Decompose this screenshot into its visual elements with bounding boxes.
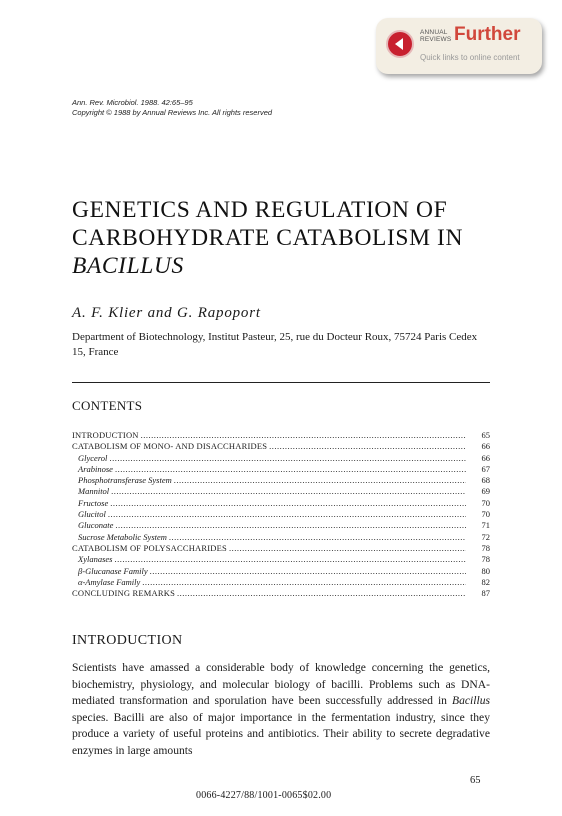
toc-entry-page: 71 bbox=[481, 520, 490, 531]
toc-entry-label: CATABOLISM OF MONO- AND DISACCHARIDES bbox=[72, 441, 268, 452]
citation-line-1: Ann. Rev. Microbiol. 1988. 42:65–95 bbox=[72, 98, 193, 107]
toc-entry[interactable] bbox=[72, 464, 490, 475]
toc-entry-label: Gluconate bbox=[78, 520, 114, 531]
intro-text-part-2: species. Bacilli are also of major importance in the fermentation industry, since they produce a variety of useful proteins and antibiotics. Their ability to secrete degradative enzymes in large amounts bbox=[72, 710, 490, 757]
toc-entry[interactable] bbox=[72, 486, 490, 497]
back-arrow-icon bbox=[386, 30, 414, 58]
toc-entry[interactable] bbox=[72, 441, 490, 452]
page-number: 65 bbox=[470, 775, 481, 786]
toc-entry-label: Phosphotransferase System bbox=[78, 475, 172, 486]
contents-heading: CONTENTS bbox=[72, 398, 143, 413]
toc-leader-dots bbox=[111, 486, 466, 497]
title-line-1: GENETICS AND REGULATION OF bbox=[72, 197, 448, 223]
toc-entry-page: 72 bbox=[481, 531, 490, 542]
annual-reviews-further-badge[interactable] bbox=[376, 18, 542, 74]
toc-entry-label: Glycerol bbox=[78, 452, 108, 463]
toc-entry-label: Xylanases bbox=[78, 554, 113, 565]
introduction-paragraph bbox=[72, 660, 490, 760]
toc-entry-page: 78 bbox=[481, 554, 490, 565]
toc-entry-label: Glucitol bbox=[78, 509, 106, 520]
toc-entry[interactable] bbox=[72, 554, 490, 565]
journal-citation bbox=[72, 98, 272, 118]
authors: A. F. Klier and G. Rapoport bbox=[72, 305, 261, 321]
toc-entry[interactable] bbox=[72, 475, 490, 486]
toc-entry[interactable] bbox=[72, 566, 490, 577]
toc-leader-dots bbox=[169, 532, 466, 543]
affiliation: Department of Biotechnology, Institut Pasteur, 25, rue du Docteur Roux, 75724 Paris Cedex 15, France bbox=[72, 331, 478, 358]
toc-entry[interactable] bbox=[72, 509, 490, 520]
badge-brand-further: Further bbox=[454, 24, 521, 45]
toc-entry-page: 80 bbox=[481, 565, 490, 576]
badge-line-annual: ANNUAL bbox=[420, 29, 448, 36]
toc-entry-label: Fructose bbox=[78, 497, 109, 508]
toc-entry[interactable] bbox=[72, 543, 490, 554]
toc-entry-page: 82 bbox=[481, 576, 490, 587]
toc-entry-page: 70 bbox=[481, 497, 490, 508]
toc-entry[interactable] bbox=[72, 430, 490, 441]
toc-entry-page: 87 bbox=[481, 588, 490, 599]
toc-entry[interactable] bbox=[72, 577, 490, 588]
toc-leader-dots bbox=[177, 588, 466, 599]
toc-entry-page: 78 bbox=[481, 542, 490, 553]
toc-entry-label: Sucrose Metabolic System bbox=[78, 531, 167, 542]
toc-entry-page: 68 bbox=[481, 475, 490, 486]
intro-text-italic-genus: Bacillus bbox=[452, 694, 490, 708]
toc-entry-label: β-Glucanase Family bbox=[78, 565, 148, 576]
toc-leader-dots bbox=[110, 498, 466, 509]
toc-leader-dots bbox=[115, 520, 466, 531]
toc-entry[interactable] bbox=[72, 532, 490, 543]
introduction-heading: INTRODUCTION bbox=[72, 633, 183, 648]
toc-entry[interactable] bbox=[72, 588, 490, 599]
toc-leader-dots bbox=[229, 543, 466, 554]
article-title bbox=[72, 196, 512, 280]
toc-entry-page: 69 bbox=[481, 486, 490, 497]
citation-line-2: Copyright © 1988 by Annual Reviews Inc. All rights reserved bbox=[72, 108, 273, 117]
intro-text-part-1: Scientists have amassed a considerable body of knowledge concerning the genetics, biochemistry, physiology, and molecular biology of bacilli. Problems such as DNA-mediated transformation and sporulation have been successfully addressed in bbox=[72, 661, 490, 708]
toc-leader-dots bbox=[109, 453, 466, 464]
footer-code: 0066-4227/88/1001-0065$02.00 bbox=[196, 790, 332, 801]
toc-leader-dots bbox=[114, 554, 466, 565]
table-of-contents bbox=[72, 430, 490, 599]
toc-entry[interactable] bbox=[72, 498, 490, 509]
toc-leader-dots bbox=[108, 509, 466, 520]
toc-leader-dots bbox=[150, 566, 466, 577]
section-divider bbox=[72, 382, 490, 383]
toc-entry-label: INTRODUCTION bbox=[72, 430, 139, 440]
toc-entry-label: Arabinose bbox=[78, 463, 113, 474]
toc-leader-dots bbox=[174, 475, 466, 486]
toc-entry-label: α-Amylase Family bbox=[78, 576, 141, 587]
toc-entry-label: CATABOLISM OF POLYSACCHARIDES bbox=[72, 542, 227, 553]
toc-entry[interactable] bbox=[72, 453, 490, 464]
toc-leader-dots bbox=[269, 441, 466, 452]
title-line-2: CARBOHYDRATE CATABOLISM IN bbox=[72, 225, 464, 251]
badge-subtitle: Quick links to online content bbox=[420, 53, 520, 62]
toc-entry[interactable] bbox=[72, 520, 490, 531]
toc-leader-dots bbox=[141, 430, 466, 441]
toc-entry-label: Mannitol bbox=[78, 486, 110, 497]
toc-entry-label: CONCLUDING REMARKS bbox=[72, 588, 176, 599]
toc-entry-page: 65 bbox=[481, 430, 490, 440]
toc-entry-page: 67 bbox=[481, 463, 490, 474]
toc-leader-dots bbox=[115, 464, 466, 475]
toc-entry-page: 66 bbox=[481, 441, 490, 452]
toc-leader-dots bbox=[142, 577, 466, 588]
badge-line-reviews: REVIEWS bbox=[420, 36, 452, 43]
toc-entry-page: 66 bbox=[481, 452, 490, 463]
title-line-3: BACILLUS bbox=[72, 253, 184, 279]
toc-entry-page: 70 bbox=[481, 509, 490, 520]
